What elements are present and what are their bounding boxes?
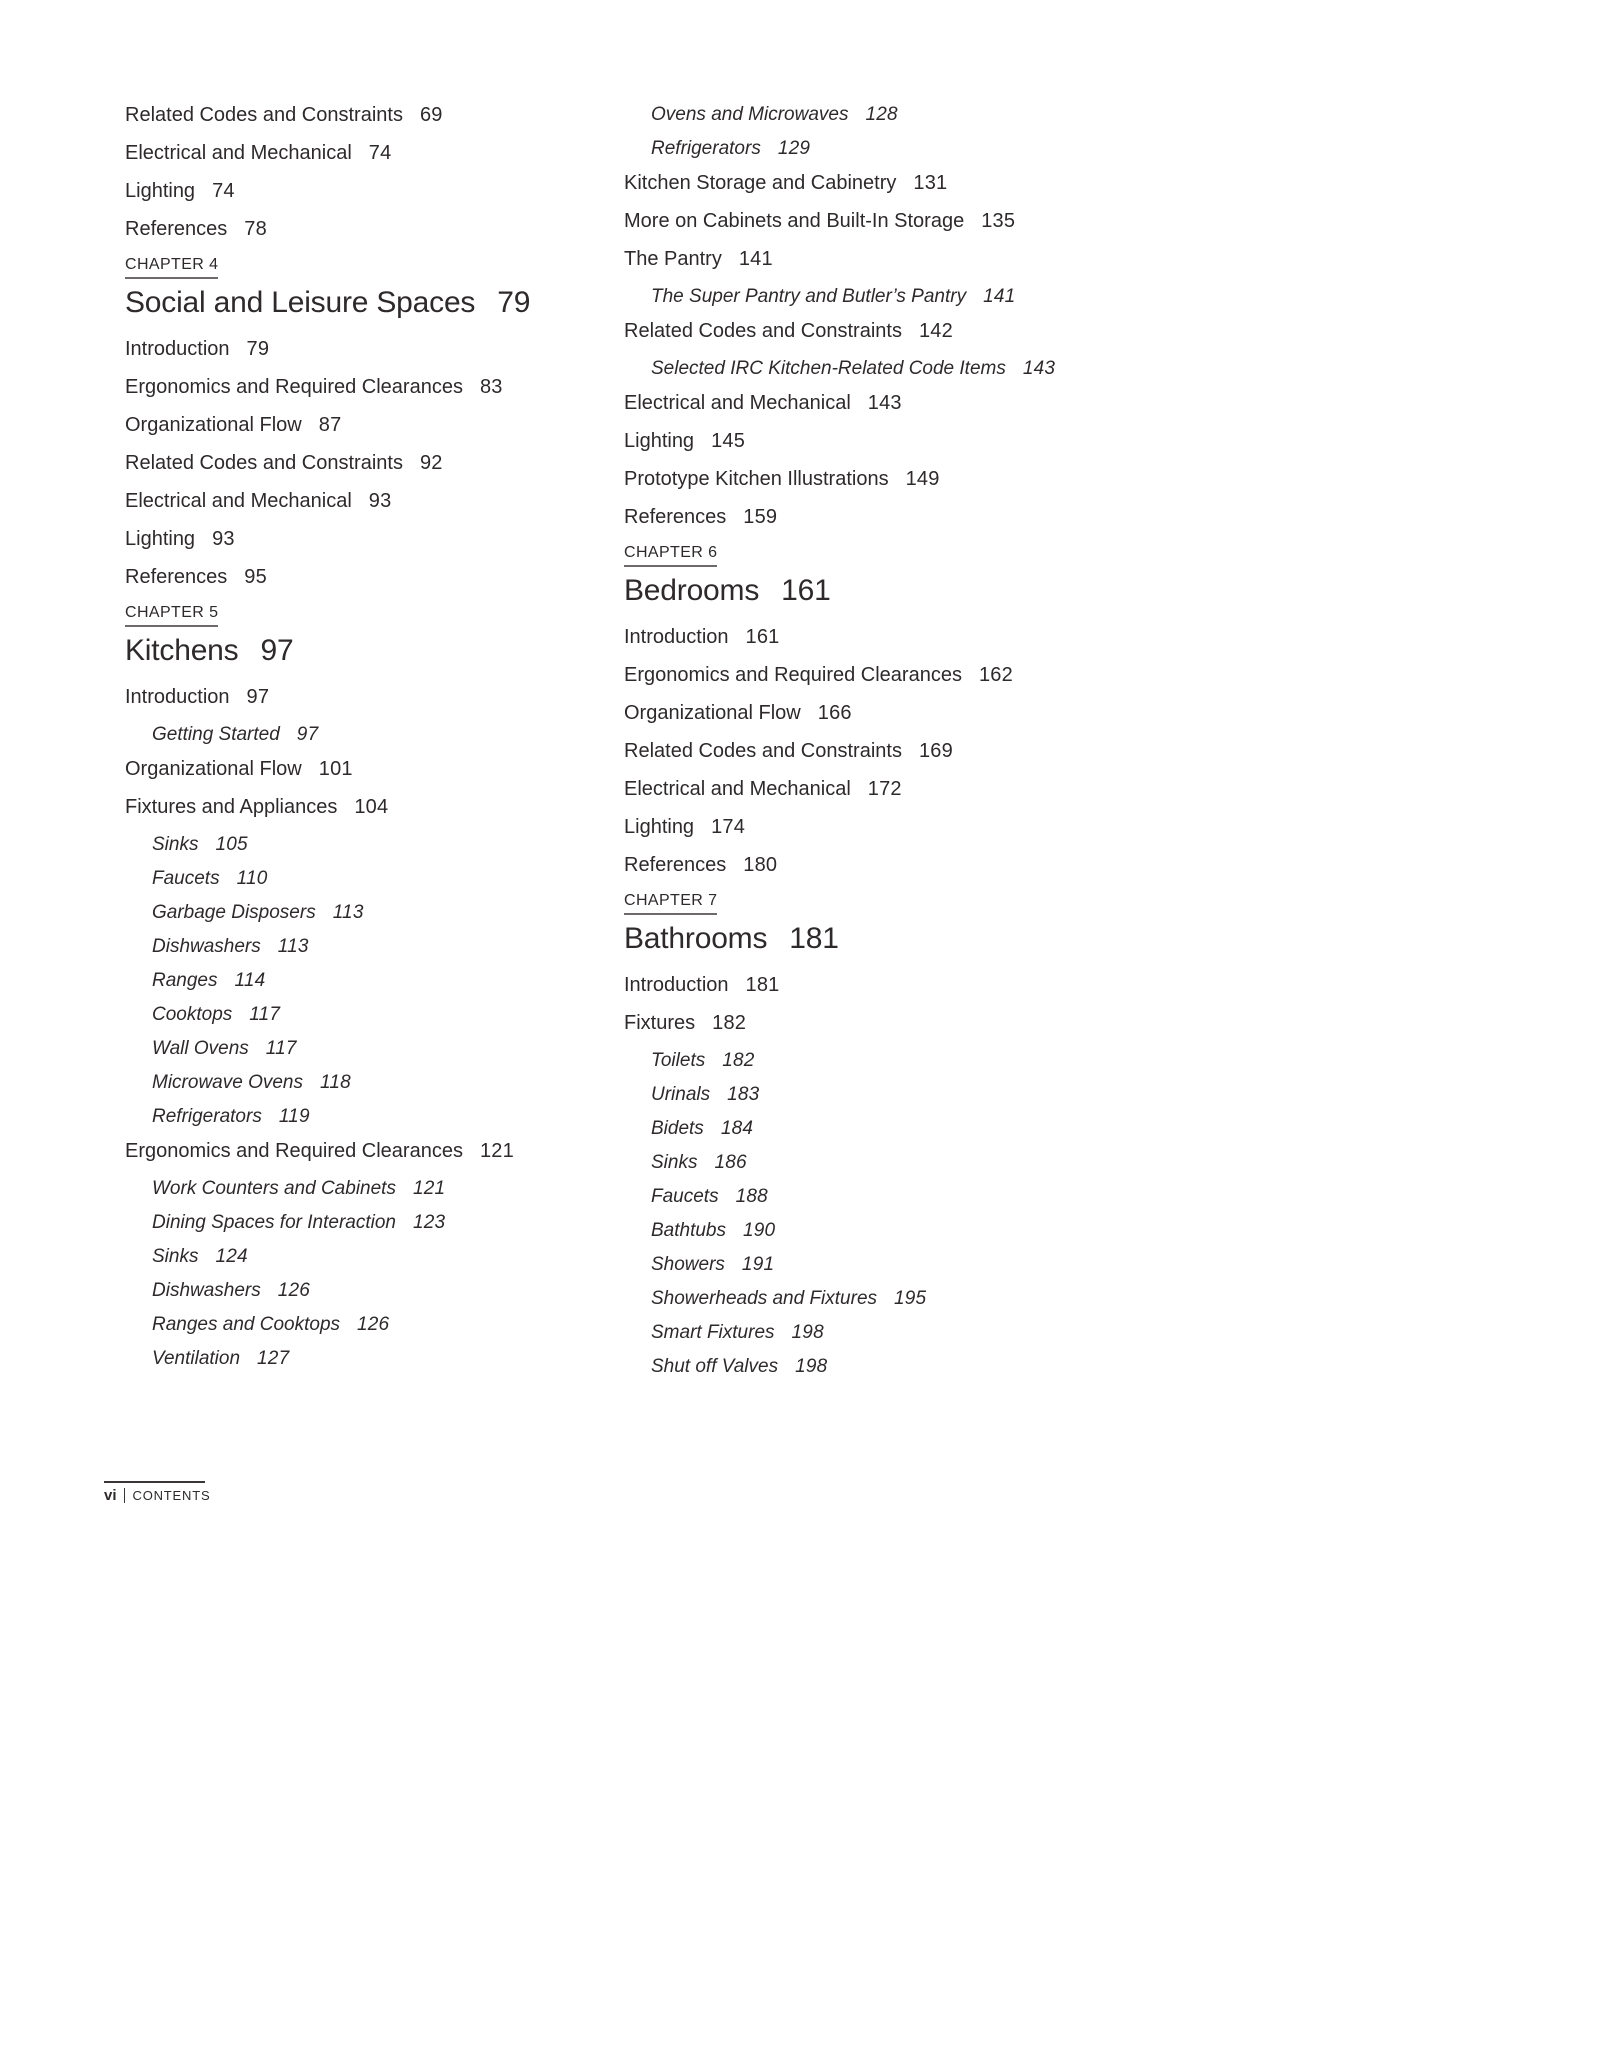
toc-subentry [152,1072,605,1094]
entry-label: References [624,854,727,876]
entry-label: Ergonomics and Required Clearances [125,376,463,398]
entry-label: Bidets [651,1118,704,1139]
toc-entry [624,816,1214,839]
entry-page-number: 97 [246,686,270,708]
toc-subentry [152,834,605,856]
entry-page-number: 169 [918,740,953,762]
entry-label: Garbage Disposers [152,902,316,923]
entry-label: Shut off Valves [651,1356,779,1377]
entry-label: Selected IRC Kitchen-Related Code Items [651,358,1006,379]
entry-page-number: 93 [212,528,235,550]
entry-label: Dining Spaces for Interaction [152,1212,396,1233]
entry-label: Getting Started [152,724,280,745]
entry-label: Organizational Flow [125,758,302,780]
entry-label: Related Codes and Constraints [125,452,403,474]
entry-page-number: 190 [743,1220,776,1241]
entry-label: Refrigerators [152,1106,262,1127]
entry-label: Dishwashers [152,1280,261,1301]
entry-page-number: 126 [277,1280,311,1301]
entry-label: Prototype Kitchen Illustrations [624,468,889,490]
entry-label: Introduction [125,338,230,360]
chapter-block [624,544,1214,609]
toc-subentry [651,1356,1214,1378]
toc-entry [624,172,1214,195]
chapter-block [624,892,1214,957]
chapter-page-number: 181 [789,922,839,955]
entry-label: Introduction [624,974,729,996]
toc-entry [125,414,605,437]
toc-subentry [651,1050,1214,1072]
entry-page-number: 124 [215,1246,248,1267]
entry-label: Lighting [125,180,196,202]
entry-page-number: 198 [795,1356,828,1377]
entry-page-number: 182 [722,1050,755,1071]
toc-subentry [651,104,1214,126]
entry-page-number: 117 [265,1038,297,1059]
entry-label: Ventilation [152,1348,241,1369]
toc-subentry [152,868,605,890]
toc-subentry [152,1004,605,1026]
toc-subentry [152,1178,605,1200]
toc-entry [125,142,605,165]
entry-label: Work Counters and Cabinets [152,1178,396,1199]
entry-label: Sinks [152,834,199,855]
page-footer [104,1481,211,1504]
toc-subentry [651,1084,1214,1106]
entry-label: Cooktops [152,1004,233,1025]
entry-page-number: 141 [738,248,773,270]
toc-subentry [651,1322,1214,1344]
toc-entry [125,218,605,241]
entry-page-number: 195 [894,1288,927,1309]
entry-label: Electrical and Mechanical [125,490,352,512]
chapter-page-number: 97 [260,634,294,667]
toc-subentry [152,1280,605,1302]
entry-page-number: 161 [745,626,780,648]
toc-subentry [651,1254,1214,1276]
entry-label: Showers [651,1254,725,1275]
entry-page-number: 172 [867,778,902,800]
entry-label: Ovens and Microwaves [651,104,849,125]
entry-label: Lighting [624,816,695,838]
entry-page-number: 101 [318,758,353,780]
entry-page-number: 104 [354,796,389,818]
toc-entry [624,854,1214,877]
entry-label: The Pantry [624,248,722,270]
toc-entry [125,338,605,361]
toc-entry [624,1012,1214,1035]
chapter-block [125,604,605,669]
toc-entry [624,430,1214,453]
entry-label: Bathtubs [651,1220,726,1241]
chapter-page-number: 161 [781,574,831,607]
toc-subentry [651,1186,1214,1208]
toc-entry [125,566,605,589]
entry-page-number: 183 [727,1084,760,1105]
toc-entry [624,320,1214,343]
chapter-number-label: CHAPTER 7 [624,892,717,915]
toc-entry [624,702,1214,725]
entry-label: Urinals [651,1084,711,1105]
entry-label: Electrical and Mechanical [624,392,851,414]
chapter-title [125,285,605,321]
toc-subentry [651,1220,1214,1242]
entry-label: Kitchen Storage and Cabinetry [624,172,897,194]
toc-subentry [152,1314,605,1336]
chapter-page-number: 79 [497,286,531,319]
entry-page-number: 128 [865,104,898,125]
entry-label: Organizational Flow [125,414,302,436]
toc-entry [624,740,1214,763]
toc-entry [125,490,605,513]
entry-page-number: 174 [711,816,746,838]
entry-page-number: 143 [1022,358,1056,379]
toc-subentry [651,138,1214,160]
toc-subentry [152,1348,605,1370]
toc-column-right [624,104,1214,1390]
entry-label: Microwave Ovens [152,1072,303,1093]
entry-page-number: 184 [720,1118,754,1139]
entry-label: Ranges and Cooktops [152,1314,341,1335]
entry-label: Faucets [152,868,220,889]
toc-entry [624,392,1214,415]
entry-page-number: 78 [244,218,267,240]
chapter-number-label: CHAPTER 5 [125,604,218,627]
entry-label: Ergonomics and Required Clearances [125,1140,463,1162]
toc-entry [624,974,1214,997]
entry-label: Related Codes and Constraints [125,104,403,126]
toc-entry [125,1140,605,1163]
toc-column-left [125,104,605,1382]
entry-label: Organizational Flow [624,702,801,724]
toc-subentry [651,358,1214,380]
entry-label: Fixtures [624,1012,696,1034]
entry-label: Lighting [624,430,695,452]
chapter-title-text: Kitchens [125,634,239,667]
entry-page-number: 127 [257,1348,290,1369]
entry-page-number: 143 [867,392,902,414]
entry-page-number: 113 [332,902,364,923]
entry-page-number: 119 [278,1106,310,1127]
entry-label: Ergonomics and Required Clearances [624,664,962,686]
entry-page-number: 93 [368,490,392,512]
entry-page-number: 92 [419,452,443,474]
entry-page-number: 95 [244,566,267,588]
entry-page-number: 121 [412,1178,446,1199]
entry-label: Showerheads and Fixtures [651,1288,878,1309]
entry-label: References [125,218,228,240]
entry-page-number: 97 [296,724,319,745]
entry-label: Sinks [152,1246,199,1267]
entry-page-number: 117 [249,1004,281,1025]
entry-page-number: 74 [368,142,392,164]
entry-page-number: 188 [735,1186,768,1207]
toc-entry [624,664,1214,687]
entry-page-number: 113 [277,936,309,957]
entry-page-number: 74 [212,180,235,202]
toc-subentry [152,1038,605,1060]
entry-label: References [125,566,228,588]
entry-page-number: 126 [357,1314,390,1335]
entry-page-number: 162 [978,664,1013,686]
toc-entry [125,104,605,127]
entry-page-number: 121 [479,1140,514,1162]
toc-entry [624,778,1214,801]
chapter-number-label: CHAPTER 4 [125,256,218,279]
footer-section-label: CONTENTS [124,1488,211,1503]
entry-page-number: 159 [743,506,778,528]
entry-label: Electrical and Mechanical [624,778,851,800]
entry-label: Smart Fixtures [651,1322,775,1343]
entry-page-number: 181 [745,974,780,996]
toc-entry [624,506,1214,529]
toc-entry [125,528,605,551]
entry-label: References [624,506,727,528]
entry-label: More on Cabinets and Built-In Storage [624,210,965,232]
toc-subentry [152,1212,605,1234]
chapter-title-text: Bathrooms [624,922,768,955]
entry-page-number: 145 [711,430,746,452]
entry-page-number: 142 [918,320,953,342]
toc-entry [624,248,1214,271]
toc-entry [624,210,1214,233]
entry-page-number: 114 [234,970,266,991]
entry-page-number: 105 [215,834,248,855]
entry-label: Related Codes and Constraints [624,740,902,762]
toc-subentry [152,936,605,958]
entry-page-number: 69 [419,104,443,126]
entry-page-number: 149 [905,468,940,490]
entry-label: Dishwashers [152,936,261,957]
entry-label: Toilets [651,1050,706,1071]
entry-page-number: 191 [741,1254,775,1275]
chapter-number-label: CHAPTER 6 [624,544,717,567]
chapter-title-text: Bedrooms [624,574,760,607]
toc-entry [125,452,605,475]
toc-subentry [651,1288,1214,1310]
entry-label: Fixtures and Appliances [125,796,338,818]
entry-page-number: 166 [817,702,852,724]
toc-subentry [651,1152,1214,1174]
toc-entry [624,468,1214,491]
entry-page-number: 198 [791,1322,824,1343]
chapter-title-text: Social and Leisure Spaces [125,286,476,319]
toc-subentry [152,724,605,746]
entry-page-number: 79 [246,338,270,360]
chapter-title [624,573,1214,609]
toc-subentry [651,286,1214,308]
toc-subentry [152,970,605,992]
folio-page-number: vi [104,1487,117,1504]
toc-entry [624,626,1214,649]
entry-page-number: 83 [479,376,503,398]
toc-subentry [152,902,605,924]
toc-subentry [152,1246,605,1268]
entry-page-number: 87 [318,414,342,436]
entry-label: Introduction [624,626,729,648]
toc-entry [125,796,605,819]
entry-label: Electrical and Mechanical [125,142,352,164]
entry-page-number: 182 [712,1012,747,1034]
entry-label: Related Codes and Constraints [624,320,902,342]
toc-entry [125,376,605,399]
entry-label: Faucets [651,1186,719,1207]
chapter-block [125,256,605,321]
entry-label: Lighting [125,528,196,550]
entry-page-number: 110 [236,868,268,889]
toc-entry [125,758,605,781]
toc-entry [125,686,605,709]
entry-label: Refrigerators [651,138,761,159]
chapter-title [624,921,1214,957]
entry-label: Ranges [152,970,218,991]
entry-label: Sinks [651,1152,698,1173]
toc-subentry [152,1106,605,1128]
entry-page-number: 131 [913,172,948,194]
entry-page-number: 129 [777,138,811,159]
entry-page-number: 180 [743,854,778,876]
chapter-title [125,633,605,669]
toc-subentry [651,1118,1214,1140]
entry-page-number: 186 [714,1152,747,1173]
entry-page-number: 141 [983,286,1016,307]
entry-page-number: 135 [981,210,1016,232]
entry-label: Introduction [125,686,230,708]
entry-page-number: 118 [320,1072,351,1093]
entry-label: The Super Pantry and Butler’s Pantry [651,286,967,307]
toc-entry [125,180,605,203]
entry-page-number: 123 [412,1212,446,1233]
entry-label: Wall Ovens [152,1038,249,1059]
